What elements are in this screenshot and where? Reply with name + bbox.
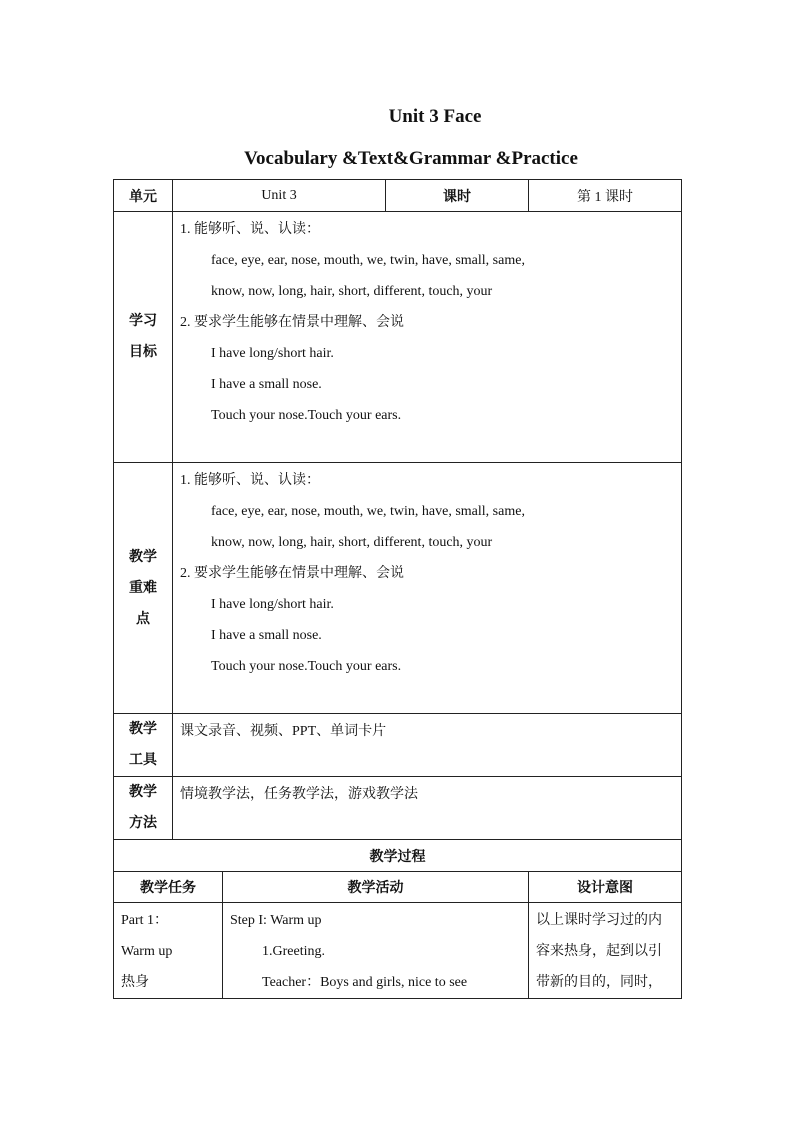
tools-content: 课文录音、视频、PPT、单词卡片 [173,714,682,777]
methods-content: 情境教学法，任务教学法，游戏教学法 [173,777,682,840]
objectives-sentence-2: I have a small nose. [211,377,322,392]
activity-line-2: 1.Greeting. [262,944,325,959]
objectives-words-2: know, now, long, hair, short, different, touch, your [211,284,493,299]
unit-value: Unit 3 [173,180,386,212]
tools-label: 教学 工具 [114,714,173,777]
period-value: 第 1 课时 [529,180,682,212]
key-points-row [114,463,682,714]
task-line-1: Part 1： [121,913,169,928]
objectives-label: 学习 目标 [114,212,173,463]
objectives-words-1: face, eye, ear, nose, mouth, we, twin, have, small, same, [211,253,525,268]
unit-row [114,180,682,212]
period-label: 课时 [386,180,529,212]
objectives-sentence-3: Touch your nose.Touch your ears. [211,408,402,423]
page-title: Unit 3 Face [388,106,482,127]
intent-line-2: 容来热身，起到以引 [536,944,663,959]
objectives-sentence-1: I have long/short hair. [211,346,334,361]
objectives-row [114,212,682,463]
unit-label: 单元 [114,180,173,212]
col-header-intent: 设计意图 [529,872,682,903]
key-points-item-1: 1. 能够听、说、认读： [180,473,320,488]
task-line-2: Warm up [121,944,173,959]
col-header-task: 教学任务 [114,872,223,903]
process-row [114,903,682,999]
key-points-sentence-1: I have long/short hair. [211,597,334,612]
intent-cell [529,903,682,999]
key-points-label: 教学 重难 点 [114,463,173,714]
key-points-sentence-3: Touch your nose.Touch your ears. [211,659,402,674]
intent-line-3: 带新的目的，同时， [536,975,663,990]
key-points-words-1: face, eye, ear, nose, mouth, we, twin, have, small, same, [211,504,525,519]
task-cell [114,903,223,999]
key-points-sentence-2: I have a small nose. [211,628,322,643]
activity-line-1: Step I: Warm up [230,913,322,928]
key-points-words-2: know, now, long, hair, short, different, touch, your [211,535,493,550]
col-header-activity: 教学活动 [223,872,529,903]
objectives-content [173,212,682,463]
methods-label: 教学 方法 [114,777,173,840]
key-points-item-2: 2. 要求学生能够在情景中理解、会说 [180,566,404,581]
task-line-3: 热身 [121,975,149,990]
key-points-content [173,463,682,714]
activity-line-3: Teacher：Boys and girls, nice to see [262,975,468,990]
page-subtitle: Vocabulary &Text&Grammar &Practice [244,148,578,169]
objectives-item-2: 2. 要求学生能够在情景中理解、会说 [180,315,404,330]
methods-row [114,777,682,840]
activity-cell [223,903,529,999]
objectives-item-1: 1. 能够听、说、认读： [180,222,320,237]
process-header-row [114,872,682,903]
process-heading-row [114,840,682,872]
lesson-plan-table [113,179,682,999]
intent-line-1: 以上课时学习过的内 [536,913,663,928]
tools-row [114,714,682,777]
process-heading: 教学过程 [114,840,682,872]
